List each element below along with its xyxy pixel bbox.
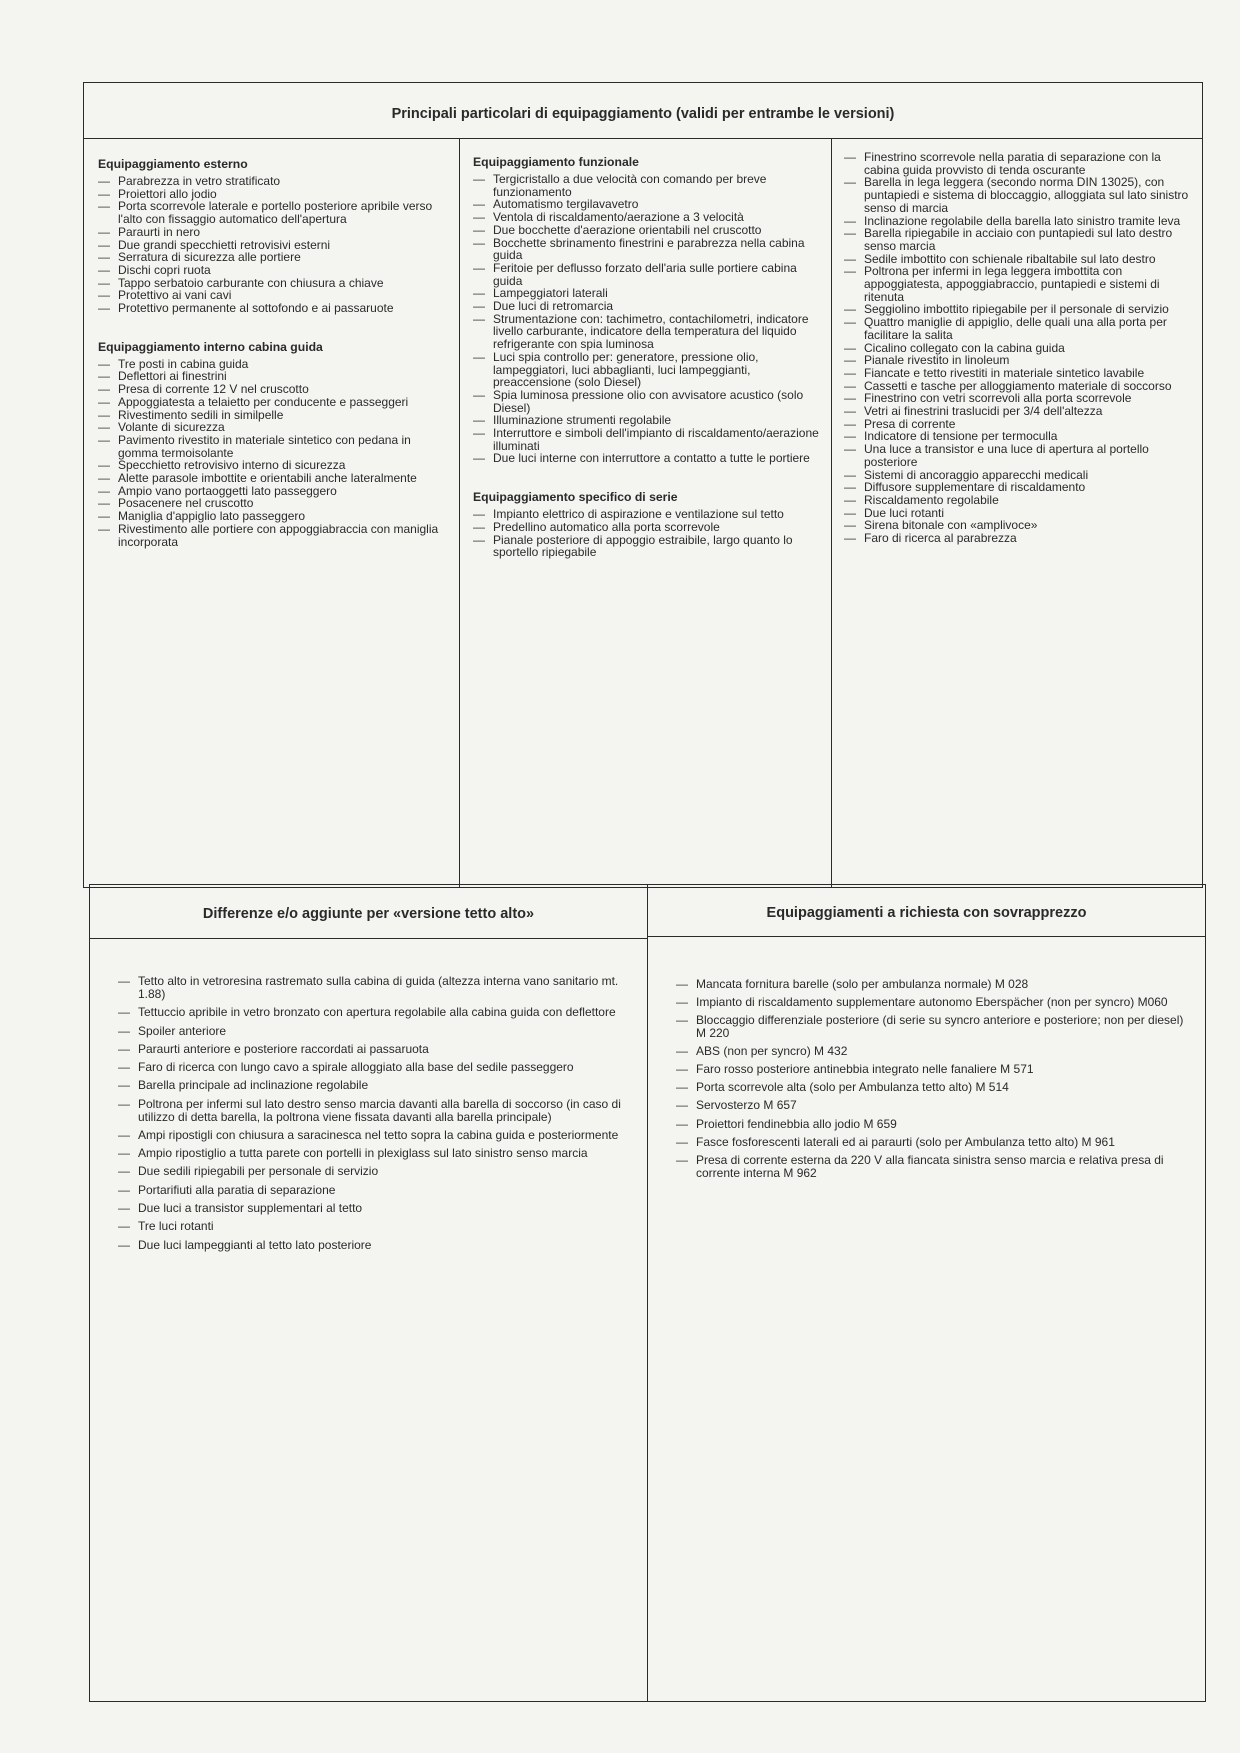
list-item: — Poltrona per infermi in lega leggera imbottita con appoggiatesta, appoggiabraccio, puntapiedi e sistemi di ritenuta [844, 265, 1192, 303]
list-item: — Vetri ai finestrini traslucidi per 3/4 dell'altezza [844, 405, 1192, 418]
list-item: — Faro di ricerca al parabrezza [844, 532, 1192, 545]
list-item: — Riscaldamento regolabile [844, 494, 1192, 507]
list-item: — Sistemi di ancoraggio apparecchi medicali [844, 469, 1192, 482]
list-item: — Sirena bitonale con «amplivoce» [844, 519, 1192, 532]
high-roof-differences-panel [90, 885, 648, 1701]
list-item: — Feritoie per deflusso forzato dell'aria sulle portiere cabina guida [473, 262, 821, 287]
list-item: — Tettuccio apribile in vetro bronzato con apertura regolabile alla cabina guida con deflettore [118, 1006, 627, 1019]
list-item: — Protettivo permanente al sottofondo e ai passaruote [98, 302, 449, 315]
standard-equipment-title: Principali particolari di equipaggiamento (validi per entrambe le versioni) [84, 83, 1202, 139]
list-item: — Sedile imbottito con schienale ribaltabile sul lato destro [844, 253, 1192, 266]
optional-equipment-list [676, 978, 1185, 1180]
high-roof-differences-title: Differenze e/o aggiunte per «versione tetto alto» [90, 885, 647, 939]
section-title-cab-interior: Equipaggiamento interno cabina guida [98, 339, 323, 354]
list-item: — Barella ripiegabile in acciaio con puntapiedi sul lato destro senso marcia [844, 227, 1192, 252]
list-item: — Finestrino scorrevole nella paratia di separazione con la cabina guida provvisto di tenda oscurante [844, 151, 1192, 176]
list-item: — Paraurti anteriore e posteriore raccordati ai passaruota [118, 1043, 627, 1056]
list-item: — Ampio vano portaoggetti lato passeggero [98, 485, 449, 498]
list-item: — Diffusore supplementare di riscaldamento [844, 481, 1192, 494]
list-item: — Mancata fornitura barelle (solo per ambulanza normale) M 028 [676, 978, 1185, 991]
list-item: — Luci spia controllo per: generatore, pressione olio, lampeggiatori, luci abbaglianti, luci lampeggianti, preaccensione (solo Diesel) [473, 351, 821, 389]
list-item: — Una luce a transistor e una luce di apertura al portello posteriore [844, 443, 1192, 468]
list-item: — Deflettori ai finestrini [98, 370, 449, 383]
list-item: — Due bocchette d'aerazione orientabili nel cruscotto [473, 224, 821, 237]
list-item: — Barella in lega leggera (secondo norma DIN 13025), con puntapiedi e sistema di bloccaggio, alloggiata sul lato sinistro senso di marcia [844, 176, 1192, 214]
list-item: — Pianale posteriore di appoggio estraibile, largo quanto lo sportello ripiegabile [473, 534, 821, 559]
list-item: — Presa di corrente esterna da 220 V alla fiancata sinistra senso marcia e relativa presa di corrente interna M 962 [676, 1154, 1185, 1180]
list-item: — Porta scorrevole alta (solo per Ambulanza tetto alto) M 514 [676, 1081, 1185, 1094]
list-item: — Portarifiuti alla paratia di separazione [118, 1184, 627, 1197]
list-item: — Parabrezza in vetro stratificato [98, 175, 449, 188]
list-item: — Tetto alto in vetroresina rastremato sulla cabina di guida (altezza interna vano sanitario mt. 1.88) [118, 975, 627, 1001]
standard-specific-equipment-list [473, 508, 821, 559]
list-item: — Specchietto retrovisivo interno di sicurezza [98, 459, 449, 472]
list-item: — Paraurti in nero [98, 226, 449, 239]
list-item: — Interruttore e simboli dell'impianto di riscaldamento/aerazione illuminati [473, 427, 821, 452]
list-item: — Tergicristallo a due velocità con comando per breve funzionamento [473, 173, 821, 198]
list-item: — Bocchette sbrinamento finestrini e parabrezza nella cabina guida [473, 237, 821, 262]
list-item: — Bloccaggio differenziale posteriore (di serie su syncro anteriore e posteriore; non per diesel) M 220 [676, 1014, 1185, 1040]
list-item: — Due luci di retromarcia [473, 300, 821, 313]
list-item: — Pavimento rivestito in materiale sintetico con pedana in gomma termoisolante [98, 434, 449, 459]
functional-equipment-list [473, 173, 821, 465]
list-item: — Appoggiatesta a telaietto per conducente e passeggeri [98, 396, 449, 409]
list-item: — Cassetti e tasche per alloggiamento materiale di soccorso [844, 380, 1192, 393]
list-item: — Spoiler anteriore [118, 1025, 627, 1038]
list-item: — Presa di corrente 12 V nel cruscotto [98, 383, 449, 396]
list-item: — Due luci interne con interruttore a contatto a tutte le portiere [473, 452, 821, 465]
list-item: — Ampi ripostigli con chiusura a saracinesca nel tetto sopra la cabina guida e posteriormente [118, 1129, 627, 1142]
list-item: — Presa di corrente [844, 418, 1192, 431]
list-item: — Tappo serbatoio carburante con chiusura a chiave [98, 277, 449, 290]
list-item: — Finestrino con vetri scorrevoli alla porta scorrevole [844, 392, 1192, 405]
list-item: — Tre posti in cabina guida [98, 358, 449, 371]
list-item: — Fiancate e tetto rivestiti in materiale sintetico lavabile [844, 367, 1192, 380]
list-item: — Posacenere nel cruscotto [98, 497, 449, 510]
list-item: — Protettivo ai vani cavi [98, 289, 449, 302]
list-item: — Illuminazione strumenti regolabile [473, 414, 821, 427]
list-item: — Maniglia d'appiglio lato passeggero [98, 510, 449, 523]
cab-interior-equipment-list [98, 358, 449, 549]
list-item: — Dischi copri ruota [98, 264, 449, 277]
variants-and-options-table [89, 884, 1206, 1702]
column-functional-and-specific [460, 139, 832, 887]
list-item: — Proiettori fendinebbia allo jodio M 659 [676, 1118, 1185, 1131]
list-item: — Seggiolino imbottito ripiegabile per il personale di servizio [844, 303, 1192, 316]
list-item: — Volante di sicurezza [98, 421, 449, 434]
list-item: — Pianale rivestito in linoleum [844, 354, 1192, 367]
section-title-functional: Equipaggiamento funzionale [473, 155, 639, 169]
list-item: — Due luci a transistor supplementari al tetto [118, 1202, 627, 1215]
list-item: — Porta scorrevole laterale e portello posteriore apribile verso l'alto con fissaggio automatico dell'apertura [98, 200, 449, 225]
list-item: — Faro rosso posteriore antinebbia integrato nelle fanaliere M 571 [676, 1063, 1185, 1076]
list-item: — Fasce fosforescenti laterali ed ai paraurti (solo per Ambulanza tetto alto) M 961 [676, 1136, 1185, 1149]
list-item: — Quattro maniglie di appiglio, delle quali una alla porta per facilitare la salita [844, 316, 1192, 341]
ambulance-compartment-list [844, 151, 1192, 545]
list-item: — Faro di ricerca con lungo cavo a spirale alloggiato alla base del sedile passeggero [118, 1061, 627, 1074]
list-item: — Inclinazione regolabile della barella lato sinistro tramite leva [844, 215, 1192, 228]
section-title-exterior: Equipaggiamento esterno [98, 157, 248, 171]
exterior-equipment-list [98, 175, 449, 315]
list-item: — Cicalino collegato con la cabina guida [844, 342, 1192, 355]
list-item: — Ampio ripostiglio a tutta parete con portelli in plexiglass sul lato sinistro senso marcia [118, 1147, 627, 1160]
list-item: — Predellino automatico alla porta scorrevole [473, 521, 821, 534]
list-item: — Due luci lampeggianti al tetto lato posteriore [118, 1239, 627, 1252]
list-item: — Strumentazione con: tachimetro, contachilometri, indicatore livello carburante, indicatore della temperatura del liquido refrigerante con spia luminosa [473, 313, 821, 351]
list-item: — Due grandi specchietti retrovisivi esterni [98, 239, 449, 252]
list-item: — Poltrona per infermi sul lato destro senso marcia davanti alla barella di soccorso (in caso di utilizzo di detta barella, la poltrona viene fissata davanti alla barella principale) [118, 1098, 627, 1124]
list-item: — Rivestimento sedili in similpelle [98, 409, 449, 422]
list-item: — Due luci rotanti [844, 507, 1192, 520]
list-item: — Barella principale ad inclinazione regolabile [118, 1079, 627, 1092]
section-title-standard-specific: Equipaggiamento specifico di serie [473, 490, 678, 505]
list-item: — Indicatore di tensione per termoculla [844, 430, 1192, 443]
optional-equipment-panel [648, 885, 1205, 1701]
list-item: — Servosterzo M 657 [676, 1099, 1185, 1112]
optional-equipment-title: Equipaggiamenti a richiesta con sovrapprezzo [648, 885, 1205, 937]
list-item: — Proiettori allo jodio [98, 188, 449, 201]
list-item: — Impianto elettrico di aspirazione e ventilazione sul tetto [473, 508, 821, 521]
list-item: — Tre luci rotanti [118, 1220, 627, 1233]
list-item: — Ventola di riscaldamento/aerazione a 3 velocità [473, 211, 821, 224]
list-item: — Lampeggiatori laterali [473, 287, 821, 300]
list-item: — Alette parasole imbottite e orientabili anche lateralmente [98, 472, 449, 485]
list-item: — Automatismo tergilavavetro [473, 198, 821, 211]
list-item: — Serratura di sicurezza alle portiere [98, 251, 449, 264]
column-ambulance-compartment [832, 139, 1202, 887]
column-exterior-and-cab [84, 139, 460, 887]
list-item: — Impianto di riscaldamento supplementare autonomo Eberspächer (non per syncro) M060 [676, 996, 1185, 1009]
standard-equipment-table [83, 82, 1203, 888]
list-item: — Spia luminosa pressione olio con avvisatore acustico (solo Diesel) [473, 389, 821, 414]
list-item: — ABS (non per syncro) M 432 [676, 1045, 1185, 1058]
list-item: — Due sedili ripiegabili per personale di servizio [118, 1165, 627, 1178]
high-roof-differences-list [118, 975, 627, 1252]
list-item: — Rivestimento alle portiere con appoggiabraccia con maniglia incorporata [98, 523, 449, 548]
